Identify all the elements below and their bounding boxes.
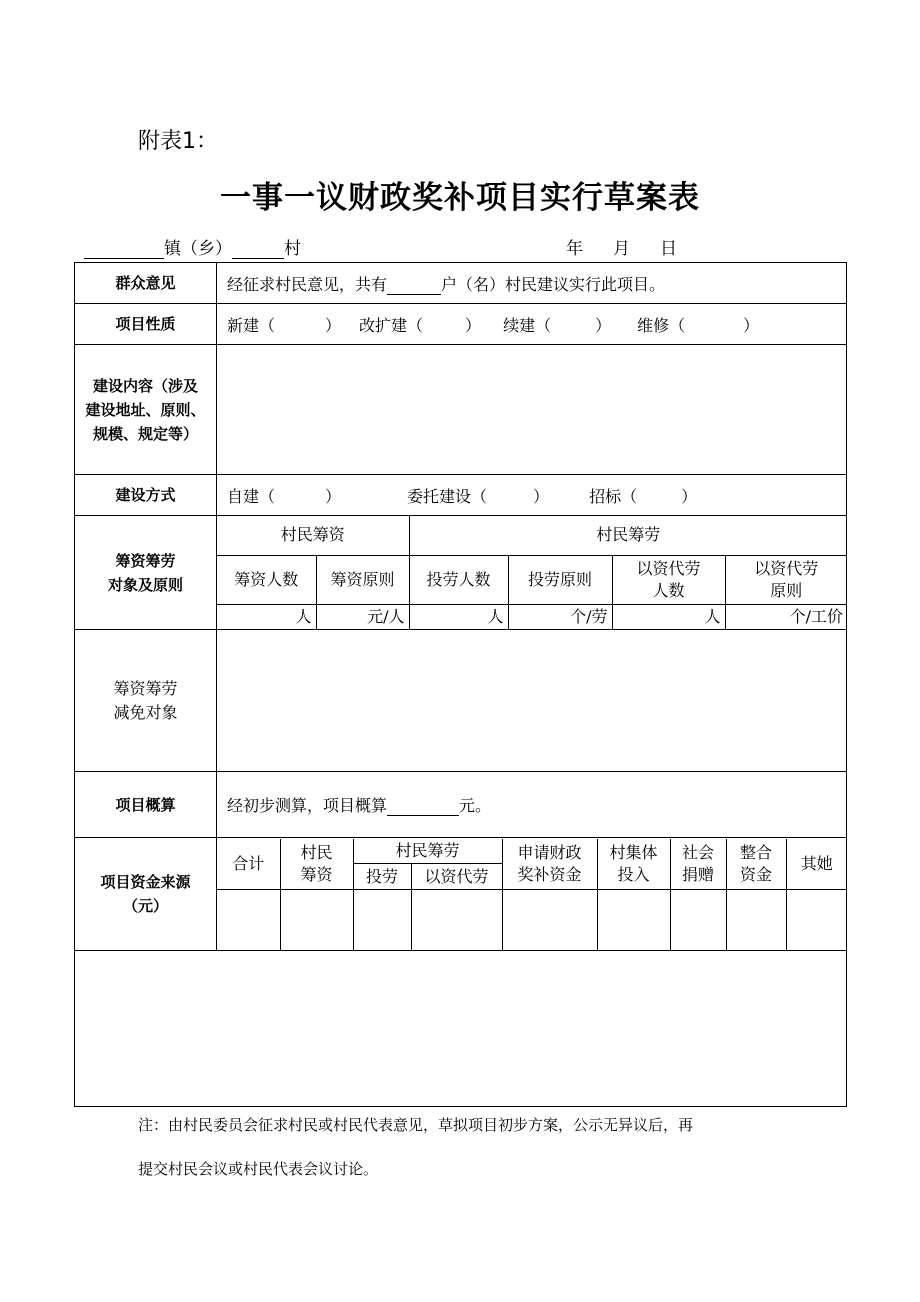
method-entrusted: 委托建设（ — [407, 486, 488, 506]
nature-row — [75, 304, 847, 345]
raising-subtable — [217, 516, 847, 629]
col-labor-count: 投劳人数 — [409, 555, 508, 604]
blank-area[interactable] — [75, 951, 847, 1107]
blank-row — [75, 951, 847, 1107]
funds-integrated-line-2: 资金 — [740, 864, 773, 884]
funds-donation-line-2: 捐赠 — [682, 864, 715, 884]
nature-expand: 改扩建（ — [359, 315, 424, 335]
funds-input-fiscal[interactable] — [502, 890, 597, 950]
funds-cash-line-2: 筹资 — [300, 864, 333, 884]
content-input-area[interactable] — [217, 345, 847, 475]
nature-cell[interactable] — [217, 304, 847, 345]
content-label-line-2: 建设地址、原则、 — [85, 400, 206, 419]
funds-input-other[interactable] — [786, 890, 847, 950]
exempt-label — [75, 630, 217, 772]
estimate-row — [75, 772, 847, 838]
unit-cash-for-labor-rule[interactable]: 个/工价 — [725, 604, 847, 629]
method-bidding: 招标（ — [589, 486, 638, 506]
col5-line-1: 以资代劳 — [636, 558, 701, 578]
nature-new-close: ） — [325, 315, 342, 335]
col-cash-for-labor-rule — [725, 555, 847, 604]
raising-label-line-2: 对象及原则 — [107, 575, 183, 594]
unit-cash-for-labor-count[interactable]: 人 — [612, 604, 725, 629]
month-label: 月 — [613, 239, 630, 259]
opinion-label: 群众意见 — [75, 263, 217, 304]
opinion-cell — [217, 263, 847, 304]
funds-col-integrated — [726, 839, 786, 890]
nature-new: 新建（ — [227, 315, 276, 335]
nature-continue: 续建（ — [503, 315, 552, 335]
estimate-cell — [217, 772, 847, 838]
funds-subtable — [217, 839, 847, 950]
col-labor-rule: 投劳原则 — [508, 555, 612, 604]
unit-money-rule[interactable]: 元/人 — [316, 604, 409, 629]
funds-label — [75, 838, 217, 951]
estimate-amount-blank[interactable] — [387, 799, 459, 816]
funds-input-integrated[interactable] — [726, 890, 786, 950]
page-title: 一事一议财政奖补项目实行草案表 — [220, 180, 700, 216]
funds-input-cash[interactable] — [280, 890, 353, 950]
col6-line-2: 原则 — [770, 580, 803, 600]
method-row — [75, 475, 847, 516]
raising-label-line-1: 筹资筹劳 — [115, 551, 176, 570]
village-label: 村 — [284, 239, 301, 259]
day-label: 日 — [660, 239, 677, 259]
col6-line-1: 以资代劳 — [754, 558, 819, 578]
funds-input-total[interactable] — [217, 890, 280, 950]
method-bidding-close: ） — [681, 486, 698, 506]
unit-labor-rule[interactable]: 个/劳 — [508, 604, 612, 629]
funds-col-labor-work: 投劳 — [353, 864, 411, 890]
unit-labor-count[interactable]: 人 — [409, 604, 508, 629]
note-line-1: 注：由村民委员会征求村民或村民代表意见，草拟项目初步方案，公示无异议后，再 — [138, 1116, 694, 1134]
raising-row — [75, 516, 847, 630]
funds-cash-line-1: 村民 — [300, 842, 333, 862]
village-blank[interactable] — [232, 242, 284, 259]
opinion-text-b: 户（名）村民建议实行此项目。 — [441, 274, 666, 294]
nature-continue-close: ） — [595, 315, 612, 335]
funds-input-donation[interactable] — [670, 890, 726, 950]
exempt-row — [75, 630, 847, 772]
funds-input-collective[interactable] — [597, 890, 670, 950]
nature-repair-close: ） — [743, 315, 760, 335]
group-labor-header: 村民筹劳 — [409, 516, 847, 555]
town-blank[interactable] — [84, 242, 164, 259]
funds-integrated-line-1: 整合 — [740, 842, 773, 862]
estimate-text-b: 元。 — [459, 796, 492, 815]
nature-label: 项目性质 — [75, 304, 217, 345]
funds-label-line-1: 项目资金来源 — [100, 873, 191, 891]
project-table — [74, 262, 847, 1107]
funds-input-labor-cash[interactable] — [411, 890, 502, 950]
content-label-line-1: 建设内容（涉及 — [92, 376, 198, 395]
col-cash-for-labor-count — [612, 555, 725, 604]
raising-cell — [217, 516, 847, 630]
col-money-rule: 筹资原则 — [316, 555, 409, 604]
exempt-input-area[interactable] — [217, 630, 847, 772]
method-entrusted-close: ） — [533, 486, 550, 506]
funds-fiscal-line-2: 奖补资金 — [517, 864, 582, 884]
funds-cell — [217, 838, 847, 951]
nature-expand-close: ） — [465, 315, 482, 335]
funds-col-labor-cash: 以资代劳 — [411, 864, 502, 890]
col-money-count: 筹资人数 — [217, 555, 316, 604]
funds-input-labor-work[interactable] — [353, 890, 411, 950]
content-label — [75, 345, 217, 475]
funds-col-donation — [670, 839, 726, 890]
unit-money-count[interactable]: 人 — [217, 604, 316, 629]
funds-col-collective — [597, 839, 670, 890]
col5-line-2: 人数 — [652, 580, 685, 600]
opinion-text-a: 经征求村民意见，共有 — [227, 274, 388, 294]
group-money-header: 村民筹资 — [217, 516, 409, 555]
estimate-label: 项目概算 — [75, 772, 217, 838]
funds-col-fiscal — [502, 839, 597, 890]
funds-row — [75, 838, 847, 951]
funds-collective-line-1: 村集体 — [609, 842, 658, 862]
town-line — [84, 234, 301, 259]
year-label: 年 — [566, 239, 583, 259]
funds-col-labor: 村民筹劳 — [353, 839, 502, 864]
opinion-row — [75, 263, 847, 304]
method-self: 自建（ — [227, 486, 276, 506]
estimate-text-a: 经初步测算，项目概算 — [227, 796, 388, 815]
household-count-blank[interactable] — [387, 278, 441, 295]
note-line-2: 提交村民会议或村民代表会议讨论。 — [138, 1160, 379, 1178]
method-self-close: ） — [325, 486, 342, 506]
town-label: 镇（乡） — [164, 239, 232, 259]
exempt-label-line-2: 减免对象 — [113, 702, 178, 722]
funds-col-cash — [280, 839, 353, 890]
nature-repair: 维修（ — [637, 315, 686, 335]
exempt-label-line-1: 筹资筹劳 — [113, 678, 178, 698]
raising-label — [75, 516, 217, 630]
content-label-line-3: 规模、规定等） — [92, 424, 198, 443]
funds-fiscal-line-1: 申请财政 — [517, 842, 582, 862]
funds-collective-line-2: 投入 — [617, 864, 650, 884]
funds-label-line-2: （元） — [122, 897, 168, 915]
method-cell[interactable] — [217, 475, 847, 516]
appendix-label: 附表1： — [138, 129, 218, 154]
content-row — [75, 345, 847, 475]
date-line — [566, 234, 677, 259]
funds-donation-line-1: 社会 — [682, 842, 715, 862]
funds-col-other: 其她 — [786, 839, 847, 890]
funds-col-total: 合计 — [217, 839, 280, 890]
method-label: 建设方式 — [75, 475, 217, 516]
